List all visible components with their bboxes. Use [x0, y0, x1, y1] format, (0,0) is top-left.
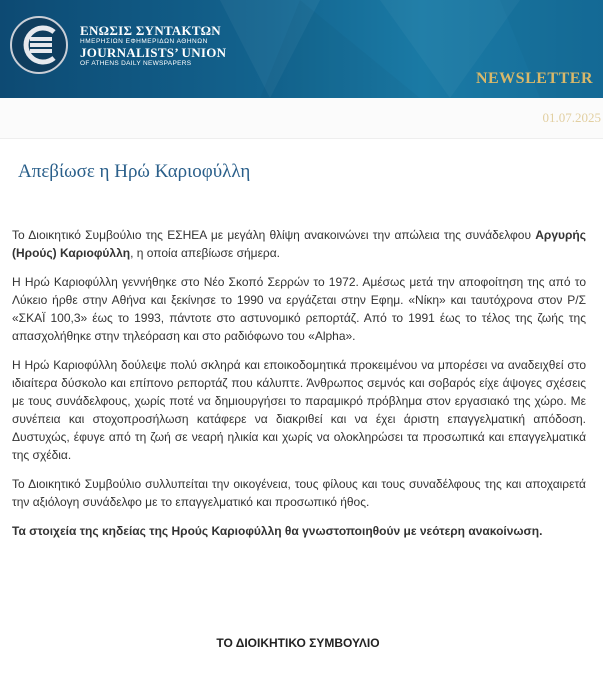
paragraph-3: Η Ηρώ Καριοφύλλη δούλεψε πολύ σκληρά και εποικοδομητικά προκειμένου να μπορέσει να αναδειχθεί στο ιδιαίτερα δύσκολο και επίπονο ρεπορτάζ που κάλυπτε. Άνθρωπος σεμνός και σοβαρός είχε άψογες σχέσεις με τους συνάδελφους, χωρίς ποτέ να δημιουργήσει το παραμικρό πρόβλημα στον εργασιακό της χώρο. Με συνέπεια και στοχοπροσήλωση κατάφερε να διακριθεί και να έχει άριστη επαγγελματική απόδοση. Δυστυχώς, έφυγε από τη ζωή σε νεαρή ηλικία και χωρίς να ολοκληρώσει τα προσωπικά και επαγγελματικά της σχέδια.	[12, 358, 586, 462]
paragraph-5: Τα στοιχεία της κηδείας της Ηρούς Καριοφύλλη θα γνωστοποιηθούν με νεότερη ανακοίνωση.	[12, 524, 543, 538]
article-body	[12, 226, 586, 551]
deceased-name: Αργυρής (Ηρούς) Καριοφύλλη	[12, 228, 586, 260]
org-branding	[80, 24, 226, 68]
org-name-english: JOURNALISTS’ UNION	[80, 45, 227, 60]
article-title: Απεβίωσε η Ηρώ Καριοφύλλη	[18, 161, 251, 182]
newsletter-label: NEWSLETTER	[475, 70, 593, 87]
signature: ΤΟ ΔΙΟΙΚΗΤΙΚΟ ΣΥΜΒΟΥΛΙΟ	[216, 636, 380, 650]
org-subtitle-greek: ΗΜΕΡΗΣΙΩΝ ΕΦΗΜΕΡΙΔΩΝ ΑΘΗΝΩΝ	[80, 38, 208, 45]
org-name-greek: ΕΝΩΣΙΣ ΣΥΝΤΑΚΤΩΝ	[80, 23, 221, 38]
date-bar	[0, 98, 603, 139]
paragraph-4: Το Διοικητικό Συμβούλιο συλλυπείται την οικογένεια, τους φίλους και τους συναδέλφους της και αποχαιρετά την αξιόλογη συνάδελφο με το επαγγελματικό και προσωπικό ήθος.	[12, 477, 586, 509]
newsletter-header	[0, 0, 603, 98]
paragraph-2: Η Ηρώ Καριοφύλλη γεννήθηκε στο Νέο Σκοπό Σερρών το 1972. Αμέσως μετά την αποφοίτηση της από το Λύκειο ήρθε στην Αθήνα και ξεκίνησε το 1990 να εργάζεται στην Εφημ. «Νίκη» και ταυτόχρονα στον Ρ/Σ «ΣΚΑΪ 100,3» έως το 1993, πάντοτε στο αστυνομικό ρεπορτάζ. Από το 1991 έως το τέλος της ζωής της απασχολήθηκε στην τηλεόραση και στο ραδιόφωνο του «Alpha».	[12, 275, 586, 343]
issue-date: 01.07.2025	[542, 110, 601, 125]
esiea-logo-icon	[10, 16, 68, 74]
paragraph-1: Το Διοικητικό Συμβούλιο της ΕΣΗΕΑ με μεγάλη θλίψη ανακοινώνει την απώλεια της συνάδελφου Αργυρής (Ηρούς) Καριοφύλλη, η οποία απεβίωσε σήμερα.	[12, 228, 586, 260]
org-subtitle-english: OF ATHENS DAILY NEWSPAPERS	[80, 60, 192, 67]
